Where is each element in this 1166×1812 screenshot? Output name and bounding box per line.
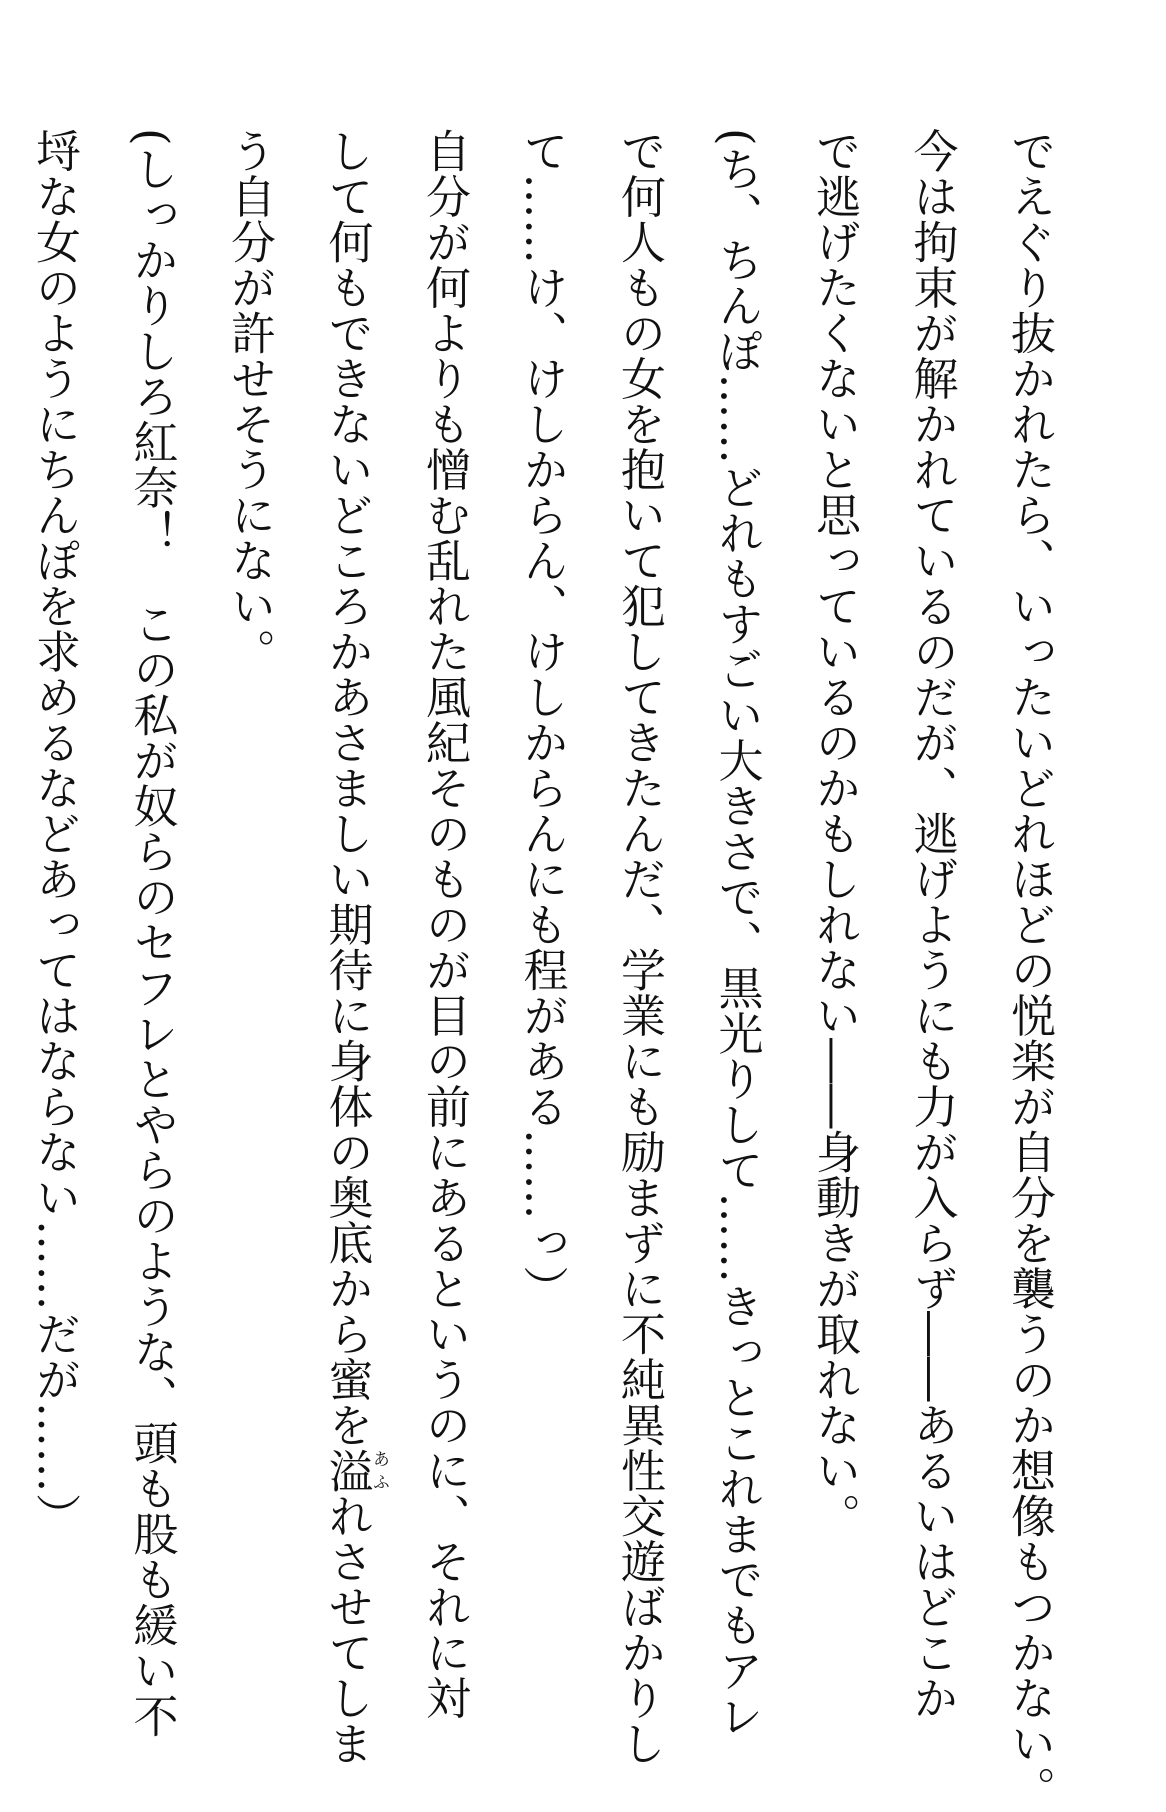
text-line: で逃げたくないと思っているのかもしれない――身動きが取れない。 [808,128,861,1539]
ruby-annotation [320,1447,389,1494]
text-line: (しっかりしろ紅奈！ この私が奴らのセフレとやらのような、頭も股も緩い不 [125,128,179,1739]
text-line: でえぐり抜かれたら、いったいどれほどの悦楽が自分を襲うのか想像もつかない。 [1003,128,1056,1812]
text-line [0,128,6,1568]
text-line: 今は拘束が解かれているのだが、逃げようにも力が入らず――あるいはどこか [905,128,959,1721]
line-before-ruby: して何もできないどころかあさましい期待に身体の奥底から蜜を [320,128,374,1448]
text-line: で何人もの女を抱いて犯してきたんだ、学業にも励まずに不純異性交遊ばかりし [613,128,666,1766]
ruby-base: 溢 [320,1447,374,1493]
ruby-reading: あふ [369,1447,389,1493]
text-line: う自分が許せそうにない。 [223,128,276,674]
text-line: 自分が何よりも憎む乱れた風紀そのものが目の前にあるというのに、それに対 [418,128,471,1721]
text-line: 埒な女のようにちんぽを求めるなどあってはならない……だが……） [28,128,81,1539]
text-line-with-ruby [298,128,396,1766]
line-after-ruby: れさせてしま [320,1493,374,1766]
text-line: (ち、ちんぽ……どれもすごい大きさで、黒光りして……きっとこれまでもアレ [710,128,764,1739]
vertical-text-body [0,128,1078,1812]
text-line: て……け、けしからん、けしからんにも程がある……っ） [515,128,569,1311]
